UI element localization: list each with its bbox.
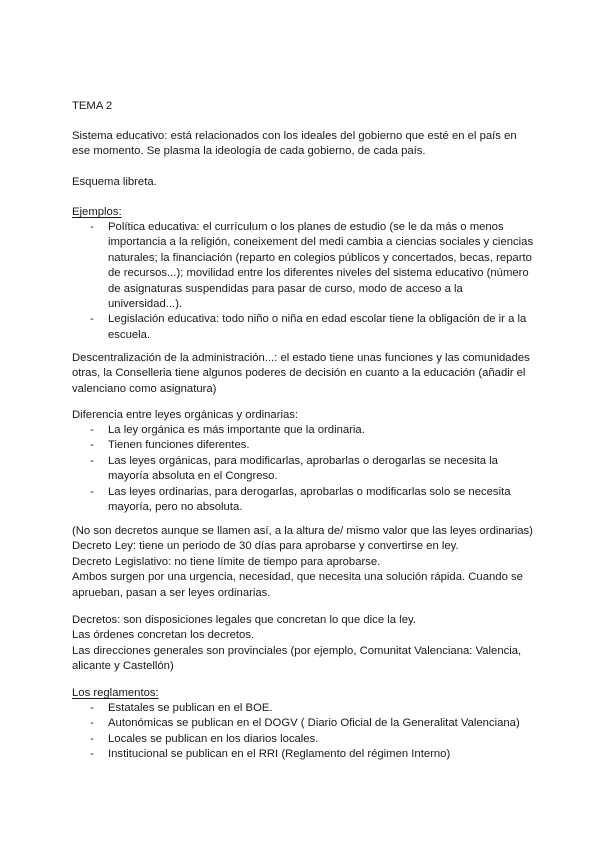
text-line: alicante y Castellón) [72, 660, 174, 673]
list-item: - Autonómicas se publican en el DOGV ( Diario Oficial de la Generalitat Valenciana) [72, 716, 532, 731]
dash-bullet: - [90, 221, 94, 233]
text-line: Descentralización de la administración...: el estado tiene unas funciones y las comunidades [72, 352, 530, 364]
text-line: Las órdenes concretan los decretos. [72, 629, 255, 642]
dash-bullet: - [90, 424, 94, 436]
list-item: - Las leyes ordinarias, para derogarlas, aprobarlas o modificarlas solo se necesita mayoría, pero no absoluta. [90, 485, 511, 514]
text-line: Decreto Legislativo: no tiene límite de tiempo para aprobarse. [72, 555, 381, 568]
text-line: valenciano como asignatura) [72, 382, 217, 395]
text-line: Sistema educativo: está relacionados con los ideales del gobierno que esté en el país en [72, 130, 517, 142]
text-line: Ambos surgen por una urgencia, necesidad, que necesita una solución rápida. Cuando se [72, 571, 523, 584]
regulations-list [72, 701, 532, 763]
list-item: - Legislación educativa: todo niño o niña en edad escolar tiene la obligación de ir a la escuela. [90, 313, 527, 341]
dash-bullet: - [90, 439, 94, 452]
list-item: - La ley orgánica es más importante que la ordinaria. [72, 423, 532, 438]
laws-list [72, 423, 532, 515]
list-item: - Política educativa: el currículum o los planes de estudio (se le da más o menos importancia a la religión, coneixement del medi cambia a ciencias sociales y ciencias naturales; la financiación (reparto en colegios públicos y concertados, becas, reparto de recursos...); movilidad entre los diferentes niveles del sistema educativo (número de asignaturas suspendidas para pasar de curso, modo de acceso a la universidad...). [90, 221, 534, 311]
dash-bullet: - [90, 485, 94, 498]
text-line: Las direcciones generales son provinciales (por ejemplo, Comunitat Valenciana: Valencia, [72, 644, 522, 657]
list-item: - Locales se publican en los diarios locales. [72, 732, 532, 747]
text-line: Decreto Ley: tiene un periodo de 30 días para aprobarse y convertirse en ley. [72, 540, 459, 553]
dash-bullet: - [90, 454, 94, 467]
dash-bullet: - [90, 702, 94, 714]
decretos-paragraph [72, 613, 532, 675]
intro-paragraph [72, 129, 532, 160]
dash-bullet: - [90, 748, 94, 761]
examples-heading: Ejemplos: [72, 206, 122, 218]
list-item: - Las leyes orgánicas, para modificarlas, aprobarlas o derogarlas se necesita la mayoría absoluta en el Congreso. [90, 454, 498, 483]
laws-heading: Diferencia entre leyes orgánicas y ordinarias: [72, 409, 299, 421]
text-line: ese momento. Se plasma la ideología de cada gobierno, de cada país. [72, 145, 426, 158]
text-line: (No son decretos aunque se llamen así, a la altura de/ mismo valor que las leyes ordinarias) [72, 525, 533, 537]
text-line: Decretos: son disposiciones legales que concretan lo que dice la ley. [72, 614, 416, 626]
list-item: - Institucional se publican en el RRI (Reglamento del régimen Interno) [72, 747, 532, 762]
text-line: aprueban, pasan a ser leyes ordinarias. [72, 586, 271, 599]
text-line: otras, la Conselleria tiene algunos poderes de decisión en cuanto a la educación (añadir el [72, 367, 526, 380]
examples-list [72, 220, 532, 343]
list-item: - Tienen funciones diferentes. [72, 438, 532, 453]
decentralization-paragraph [72, 351, 532, 397]
dash-bullet: - [90, 717, 94, 730]
document-title: TEMA 2 [72, 100, 113, 112]
note-paragraph: Esquema libreta. [72, 176, 157, 188]
regulations-heading: Los reglamentos: [72, 687, 159, 699]
dash-bullet: - [90, 313, 94, 326]
list-item: - Estatales se publican en el BOE. [72, 701, 532, 716]
dash-bullet: - [90, 732, 94, 745]
decrees-paragraph [72, 524, 532, 601]
